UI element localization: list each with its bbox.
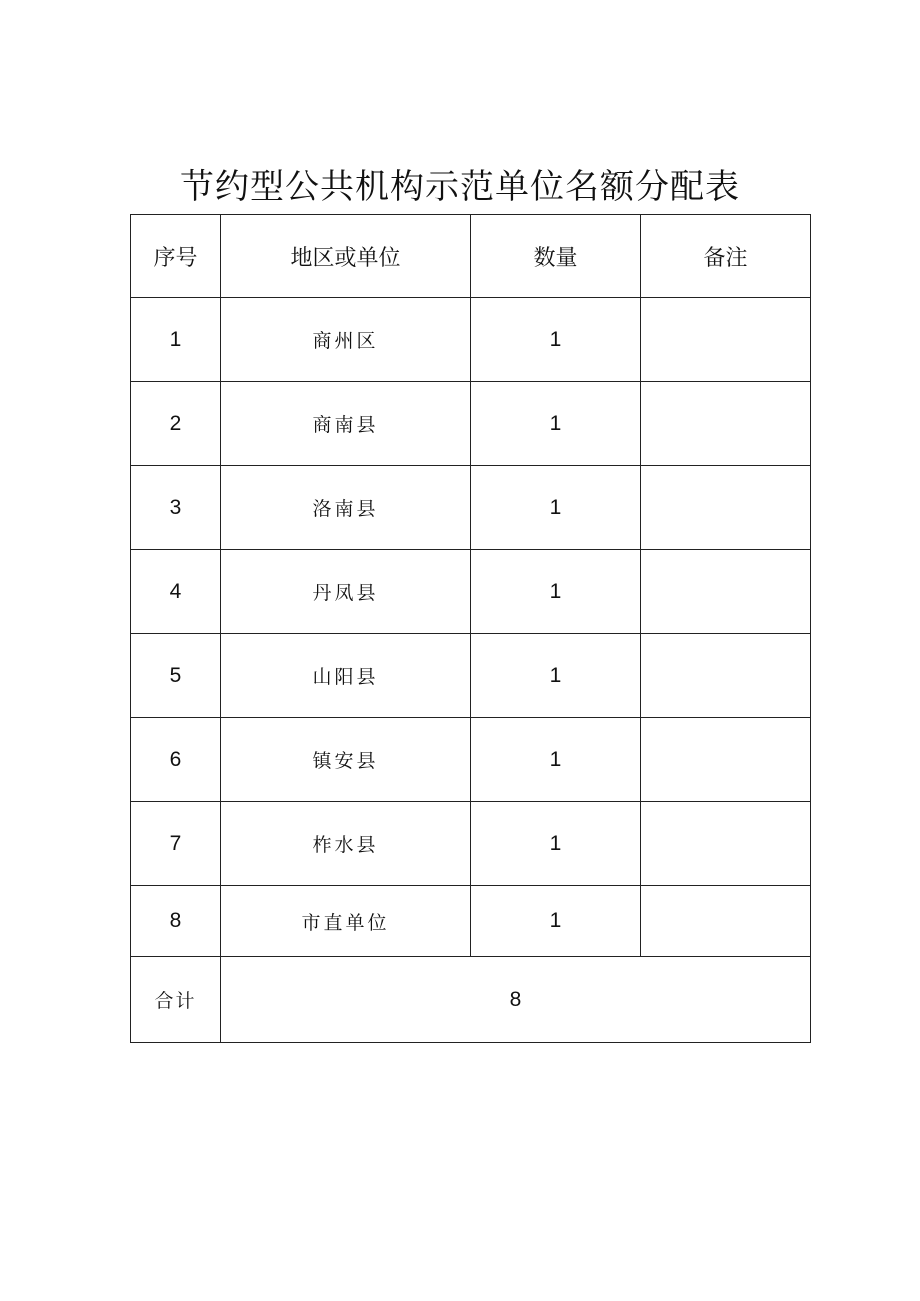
row-no: 7 bbox=[131, 802, 221, 886]
header-note: 备注 bbox=[641, 215, 811, 298]
table-header-row bbox=[131, 215, 811, 298]
row-no: 5 bbox=[131, 634, 221, 718]
table-row bbox=[131, 802, 811, 886]
row-no: 8 bbox=[131, 886, 221, 957]
row-unit: 洛南县 bbox=[221, 466, 471, 550]
table-row bbox=[131, 718, 811, 802]
row-unit: 山阳县 bbox=[221, 634, 471, 718]
header-no: 序号 bbox=[131, 215, 221, 298]
row-qty: 1 bbox=[471, 298, 641, 382]
row-qty: 1 bbox=[471, 634, 641, 718]
table-row bbox=[131, 886, 811, 957]
row-unit: 丹凤县 bbox=[221, 550, 471, 634]
row-unit: 镇安县 bbox=[221, 718, 471, 802]
row-note bbox=[641, 382, 811, 466]
row-qty: 1 bbox=[471, 382, 641, 466]
table-row bbox=[131, 550, 811, 634]
row-unit: 柞水县 bbox=[221, 802, 471, 886]
header-qty: 数量 bbox=[471, 215, 641, 298]
table-row bbox=[131, 466, 811, 550]
row-qty: 1 bbox=[471, 550, 641, 634]
row-no: 1 bbox=[131, 298, 221, 382]
row-unit: 市直单位 bbox=[221, 886, 471, 957]
row-unit: 商南县 bbox=[221, 382, 471, 466]
total-row bbox=[131, 957, 811, 1043]
table-row bbox=[131, 298, 811, 382]
row-note bbox=[641, 298, 811, 382]
page-title: 节约型公共机构示范单位名额分配表 bbox=[180, 167, 740, 207]
row-no: 3 bbox=[131, 466, 221, 550]
row-qty: 1 bbox=[471, 466, 641, 550]
allocation-table bbox=[130, 214, 811, 1043]
header-unit: 地区或单位 bbox=[221, 215, 471, 298]
total-value: 8 bbox=[221, 957, 811, 1043]
row-unit: 商州区 bbox=[221, 298, 471, 382]
row-note bbox=[641, 802, 811, 886]
row-note bbox=[641, 466, 811, 550]
table-row bbox=[131, 634, 811, 718]
row-no: 2 bbox=[131, 382, 221, 466]
row-note bbox=[641, 550, 811, 634]
table-row bbox=[131, 382, 811, 466]
total-label: 合计 bbox=[131, 957, 221, 1043]
row-note bbox=[641, 886, 811, 957]
row-no: 6 bbox=[131, 718, 221, 802]
row-note bbox=[641, 634, 811, 718]
row-qty: 1 bbox=[471, 886, 641, 957]
row-qty: 1 bbox=[471, 718, 641, 802]
row-note bbox=[641, 718, 811, 802]
row-no: 4 bbox=[131, 550, 221, 634]
row-qty: 1 bbox=[471, 802, 641, 886]
